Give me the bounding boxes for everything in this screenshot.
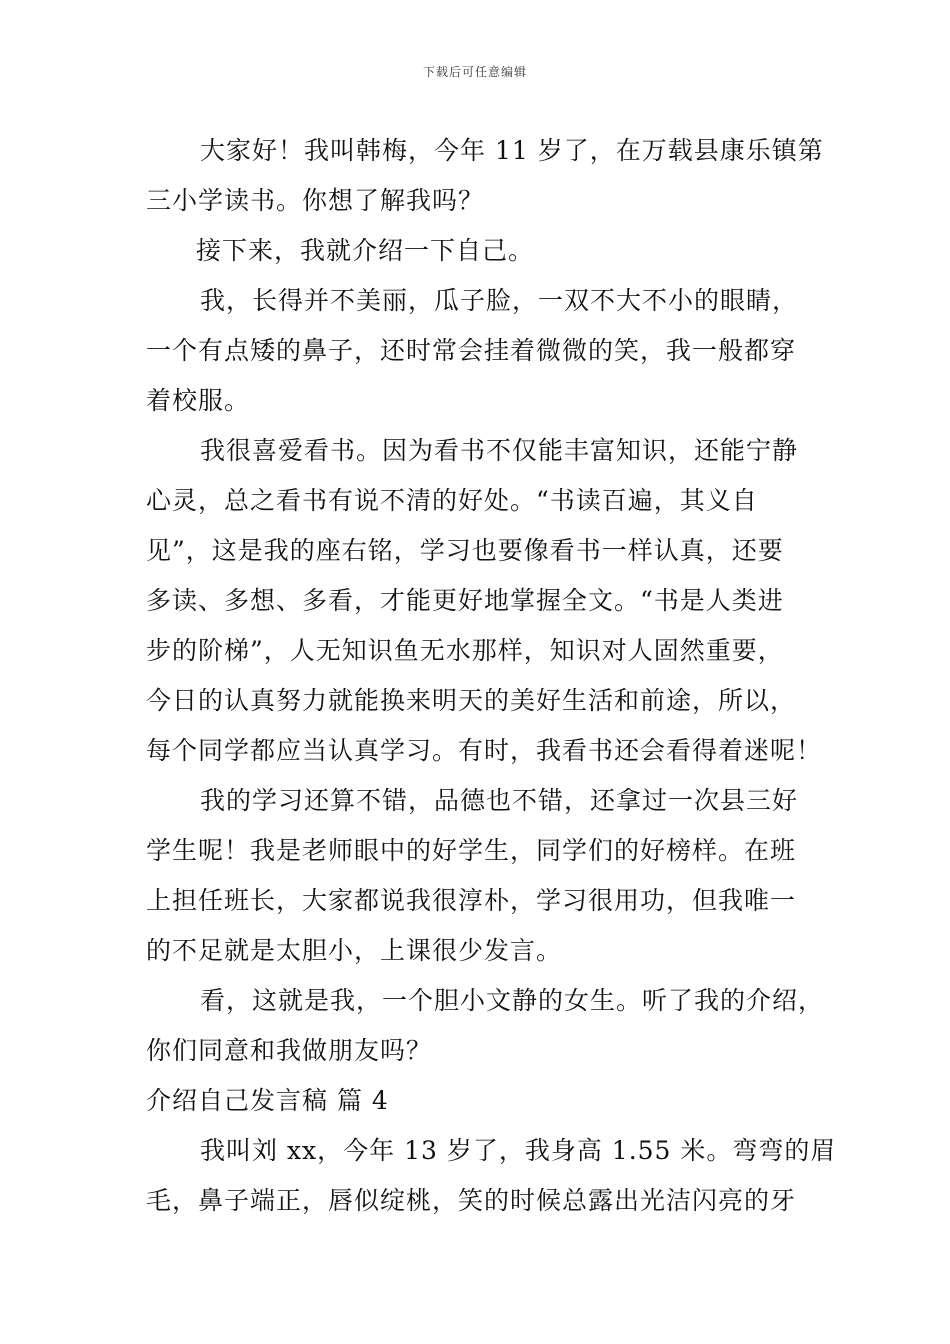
paragraph-line: 多读、多想、多看，才能更好地掌握全文。“书是人类进 [146, 586, 784, 615]
paragraph-line: 今日的认真努力就能换来明天的美好生活和前途，所以， [146, 686, 797, 715]
paragraph-line: 大家好！我叫韩梅，今年 11 岁了，在万载县康乐镇第 [200, 136, 824, 165]
paragraph-line: 我很喜爱看书。因为看书不仅能丰富知识，还能宁静 [200, 436, 799, 465]
page-header: 下载后可任意编辑 [422, 65, 527, 79]
paragraph-line: 心灵，总之看书有说不清的好处。“书读百遍，其义自 [146, 486, 758, 515]
paragraph-line: 我的学习还算不错，品德也不错，还拿过一次县三好 [200, 786, 799, 815]
paragraph-line: 步的阶梯”，人无知识鱼无水那样，知识对人固然重要， [146, 636, 784, 665]
section-heading: 介绍自己发言稿 篇 4 [146, 1086, 389, 1115]
paragraph-line: 我叫刘 xx，今年 13 岁了，我身高 1.55 米。弯弯的眉 [200, 1136, 837, 1165]
paragraph-line: 上担任班长，大家都说我很淳朴，学习很用功，但我唯一 [146, 886, 797, 915]
paragraph-line: 见”，这是我的座右铭，学习也要像看书一样认真，还要 [146, 536, 784, 565]
paragraph-line: 着校服。 [146, 386, 251, 415]
paragraph-line: 看，这就是我，一个胆小文静的女生。听了我的介绍， [200, 986, 825, 1015]
paragraph-line: 毛，鼻子端正，唇似绽桃，笑的时候总露出光洁闪亮的牙 [146, 1186, 797, 1215]
paragraph-line: 每个同学都应当认真学习。有时，我看书还会看得着迷呢！ [146, 736, 823, 765]
paragraph-line: 接下来，我就介绍一下自己。 [196, 236, 535, 265]
paragraph-line: 你们同意和我做朋友吗？ [146, 1036, 433, 1065]
paragraph-line: 我，长得并不美丽，瓜子脸，一双不大不小的眼睛， [200, 286, 799, 315]
paragraph-line: 三小学读书。你想了解我吗？ [146, 186, 485, 215]
paragraph-line: 学生呢！我是老师眼中的好学生，同学们的好榜样。在班 [146, 836, 797, 865]
paragraph-line: 的不足就是太胆小，上课很少发言。 [146, 936, 563, 965]
paragraph-line: 一个有点矮的鼻子，还时常会挂着微微的笑，我一般都穿 [146, 336, 797, 365]
